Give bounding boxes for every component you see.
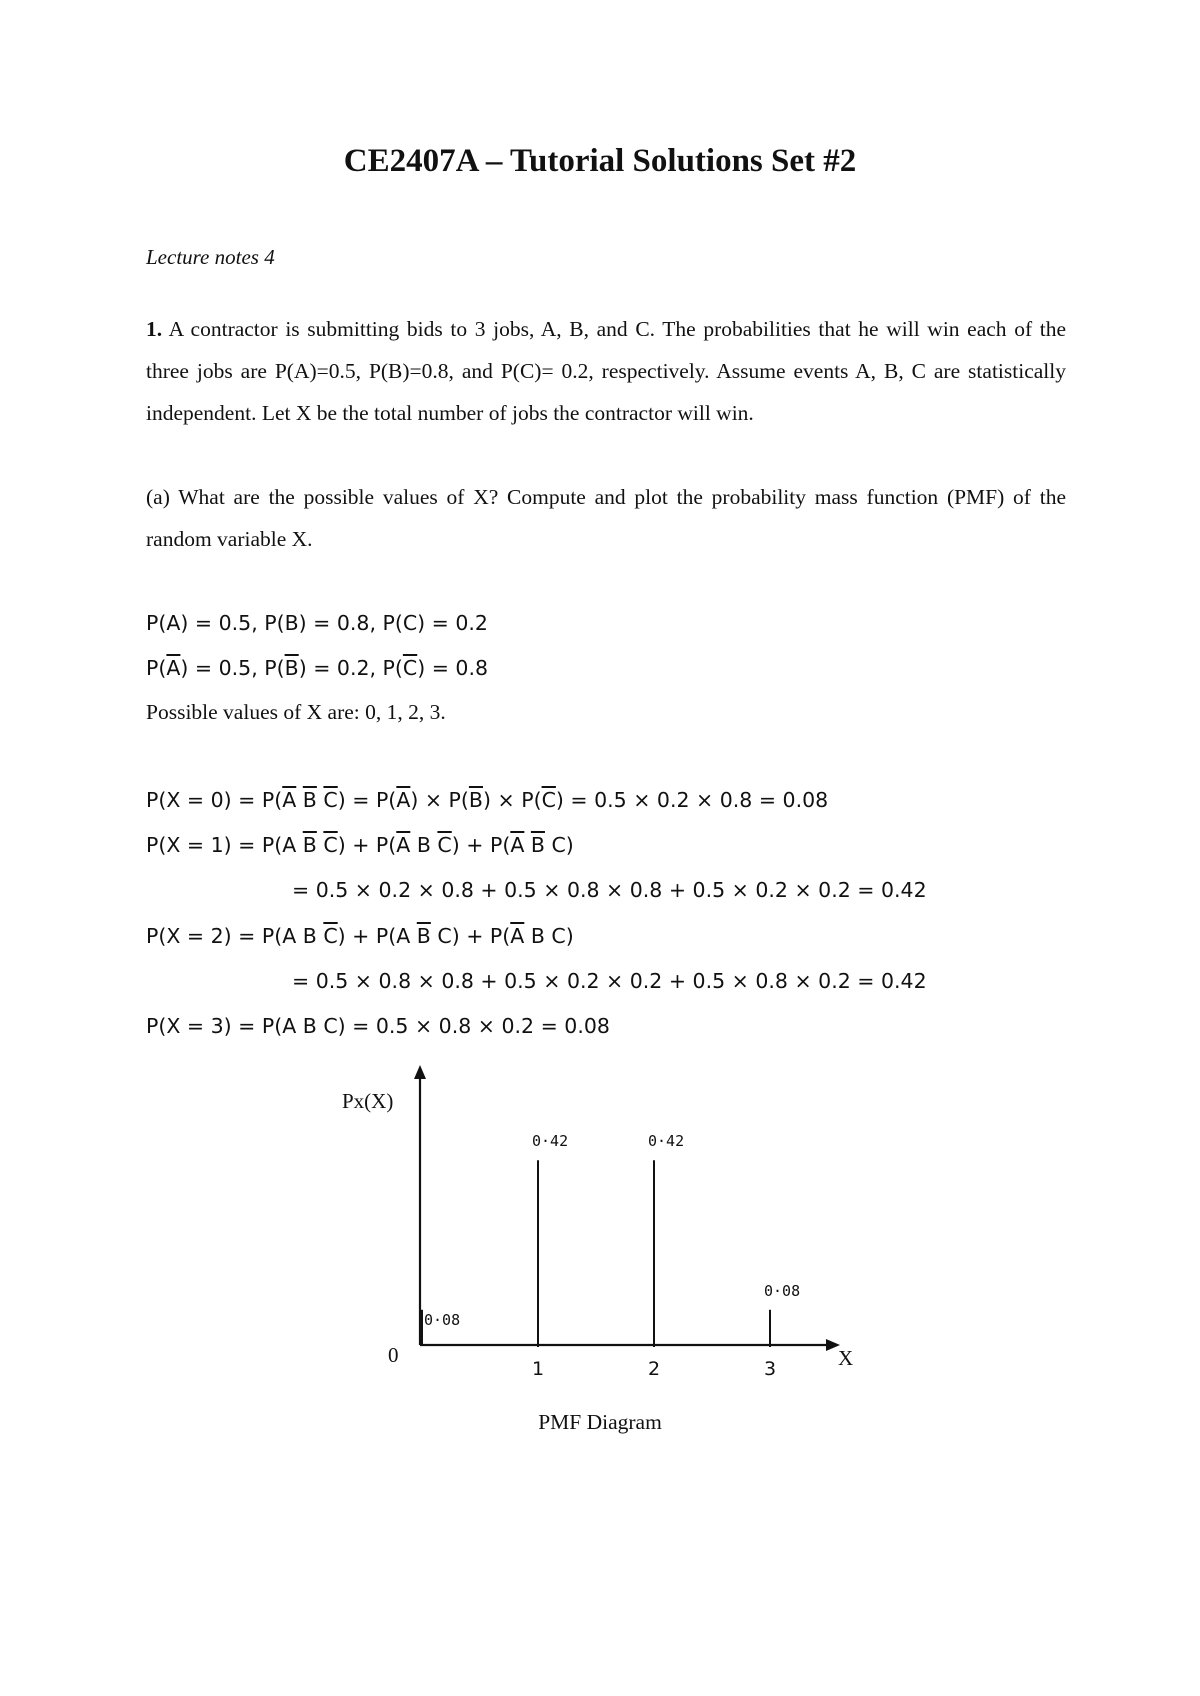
pmf-value-label-2: 0·42 (648, 1132, 685, 1151)
px2-calculation: = 0.5 × 0.8 × 0.8 + 0.5 × 0.2 × 0.2 + 0.5 × 0.8 × 0.2 = 0.42 (292, 969, 927, 993)
pmf-value-label-1: 0·42 (532, 1132, 569, 1151)
question-1 (146, 308, 1066, 434)
pmf-bars (422, 1132, 800, 1380)
px0-equation: $P(X = 0) = P(\overline{A}$ $\overline{B}$ $\overline{C}) = P(\overline{A}) \times P(\overline{B}) \times P(\overline{C}) = 0.5 \times 0.2 \times 0.8 = 0.08$ (146, 788, 829, 812)
given-probabilities: P(A) = 0.5, P(B) = 0.8, P(C) = 0.2 (146, 611, 488, 635)
x-tick-label-3: 3 (764, 1358, 777, 1380)
px1-equation: P(X = 1) = P(A $\overline{B}$ $\overline{C}) + P(\overline{A}$ B $\overline{C}) + P(\overline{A}$ $\overline{B}$ C) (146, 833, 574, 857)
pmf-chart (300, 1055, 880, 1385)
pmf-caption: PMF Diagram (538, 1410, 662, 1434)
origin-label: 0 (388, 1343, 399, 1367)
complement-probabilities: $P(\overline{A}) = 0.5$, $P(\overline{B}) = 0.2$, $P(\overline{C}) = 0.8$ (146, 656, 489, 680)
x-tick-label-1: 1 (532, 1358, 545, 1380)
px3-equation: P(X = 3) = P(A B C) = 0.5 × 0.8 × 0.2 = 0.08 (146, 1014, 610, 1038)
x-axis-label: X (838, 1346, 854, 1370)
possible-values: Possible values of X are: 0, 1, 2, 3. (146, 700, 446, 724)
y-axis-arrow (414, 1065, 426, 1079)
y-axis-label: Px(X) (342, 1089, 394, 1113)
document-title: CE2407A – Tutorial Solutions Set #2 (343, 143, 857, 179)
pmf-value-label-3: 0·08 (764, 1281, 801, 1300)
px1-calculation: = 0.5 × 0.2 × 0.8 + 0.5 × 0.8 × 0.8 + 0.5 × 0.2 × 0.2 = 0.42 (292, 878, 927, 902)
question-number: 1. (146, 317, 163, 341)
pmf-value-label-0: 0·08 (424, 1310, 461, 1329)
x-tick-label-2: 2 (648, 1358, 661, 1380)
px2-equation: P(X = 2) = P(A B $\overline{C}) + P(A$ $\overline{B}$ $C) + P(\overline{A}$ B C) (146, 924, 574, 948)
section-subheading: Lecture notes 4 (146, 245, 275, 269)
question-part-a: (a) What are the possible values of X? Compute and plot the probability mass function (PMF) of the random variable X. (146, 485, 1066, 551)
question-text: A contractor is submitting bids to 3 jobs, A, B, and C. The probabilities that he will win each of the three jobs are P(A)=0.5, P(B)=0.8, and P(C)= 0.2, respectively. Assume events A, B, C are statistically independent. Let X be the total number of jobs the contractor will win. (146, 317, 1066, 425)
